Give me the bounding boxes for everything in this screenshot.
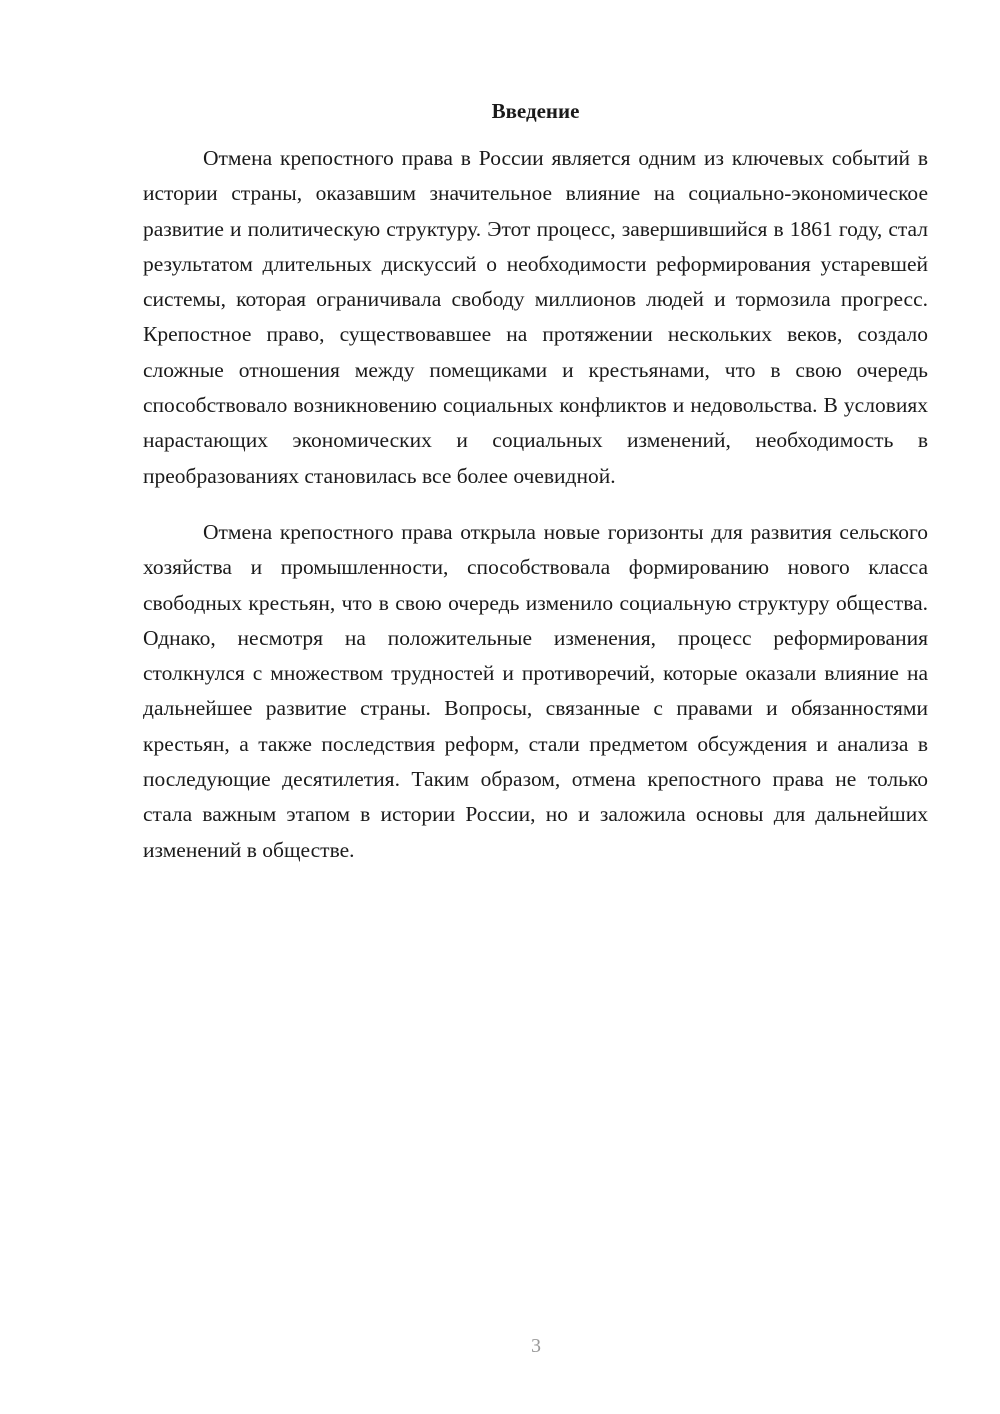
page-number: 3 <box>531 1335 541 1357</box>
section-title: Введение <box>491 99 580 123</box>
body-text <box>143 141 928 868</box>
paragraph-1: Отмена крепостного права в России является одним из ключевых событий в истории страны, оказавшим значительное влияние на социально-экономическое развитие и политическую структуру. Этот процесс, завершившийся в 1861 году, стал результатом длительных дискуссий о необходимости реформирования устаревшей системы, которая ограничивала свободу миллионов людей и тормозила прогресс. Крепостное право, существовавшее на протяжении нескольких веков, создало сложные отношения между помещиками и крестьянами, что в свою очередь способствовало возникновению социальных конфликтов и недовольства. В условиях нарастающих экономических и социальных изменений, необходимость в преобразованиях становилась все более очевидной. <box>143 146 928 488</box>
paragraph-2: Отмена крепостного права открыла новые горизонты для развития сельского хозяйства и промышленности, способствовала формированию нового класса свободных крестьян, что в свою очередь изменило социальную структуру общества. Однако, несмотря на положительные изменения, процесс реформирования столкнулся с множеством трудностей и противоречий, которые оказали влияние на дальнейшее развитие страны. Вопросы, связанные с правами и обязанностями крестьян, а также последствия реформ, стали предметом обсуждения и анализа в последующие десятилетия. Таким образом, отмена крепостного права не только стала важным этапом в истории России, но и заложила основы для дальнейших изменений в обществе. <box>143 519 928 862</box>
